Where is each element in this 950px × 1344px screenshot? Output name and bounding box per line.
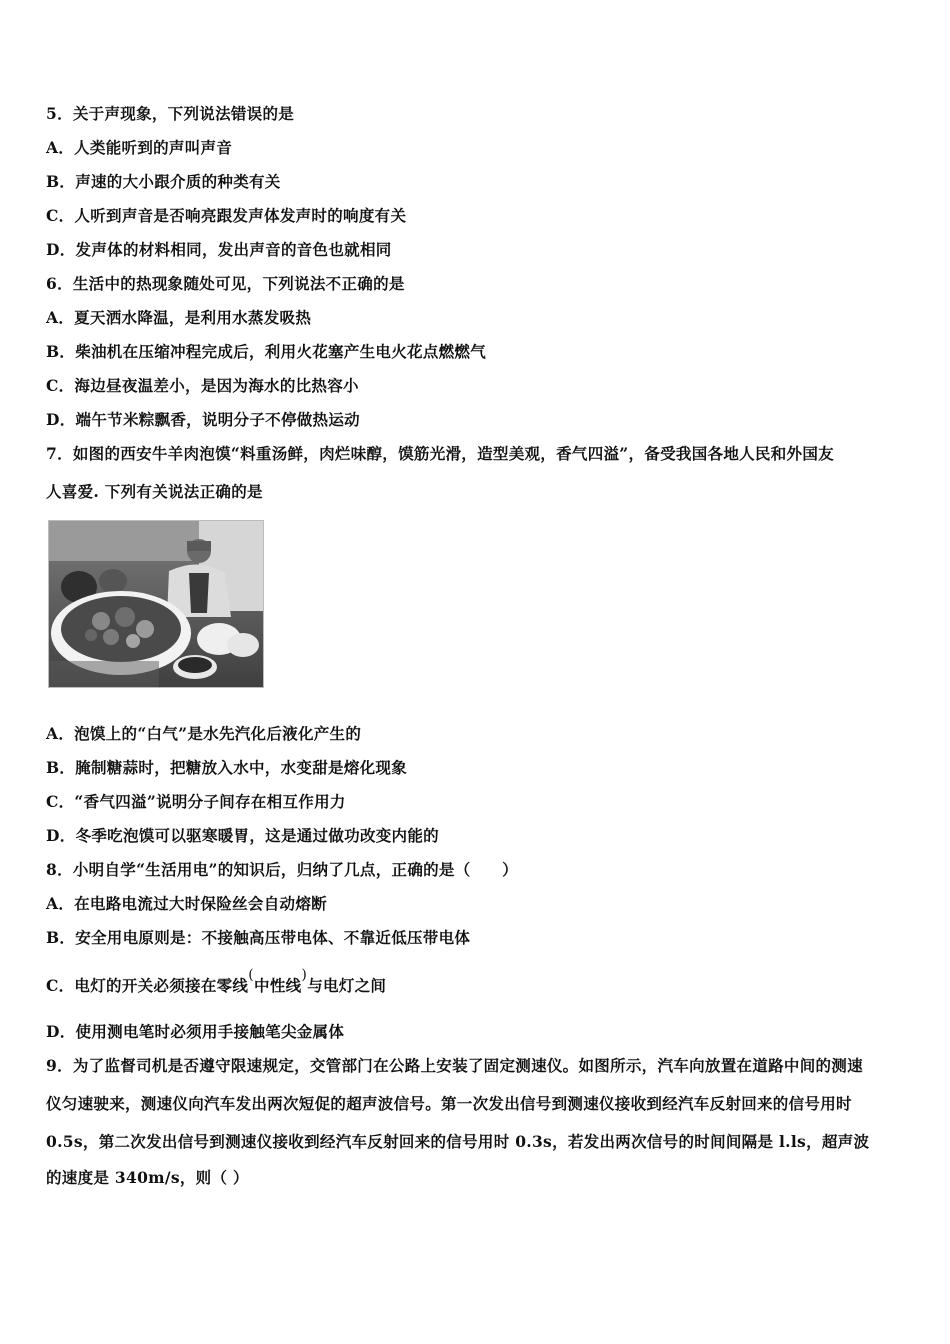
q9-line3: 0.5s，第二次发出信号到测速仪接收到经汽车反射回来的信号用时 0.3s，若发出两次信号的时间间隔是 l.ls，超声波 (46, 1132, 870, 1151)
q8-option-c (46, 967, 387, 996)
q9-line2: 仪匀速驶来，测速仪向汽车发出两次短促的超声波信号。第一次发出信号到测速仪接收到经汽车反射回来的信号用时 (46, 1094, 852, 1113)
q5-option-d: D．发声体的材料相同，发出声音的音色也就相同 (46, 240, 392, 259)
q6-option-b: B．柴油机在压缩冲程完成后，利用火花塞产生电火花点燃燃气 (46, 342, 487, 361)
q7-option-b: B．腌制糖蒜时，把糖放入水中，水变甜是熔化现象 (46, 758, 408, 777)
paomo-photo (48, 520, 264, 688)
q9-line4: 的速度是 340m/s，则（ ） (46, 1168, 249, 1187)
q8-stem: 8．小明自学“生活用电”的知识后，归纳了几点，正确的是（ ） (46, 860, 518, 879)
q7-option-a: A．泡馍上的“白气”是水先汽化后液化产生的 (46, 724, 362, 743)
q8-option-d: D．使用测电笔时必须用手接触笔尖金属体 (46, 1022, 345, 1041)
q8-option-c-lparen: ( (248, 967, 255, 983)
q5-option-a: A．人类能听到的声叫声音 (46, 138, 233, 157)
q8-option-c-post: 与电灯之间 (307, 976, 387, 995)
q6-option-c: C．海边昼夜温差小，是因为海水的比热容小 (46, 376, 359, 395)
q7-option-c: C．“香气四溢”说明分子间存在相互作用力 (46, 792, 346, 811)
q5-option-c: C．人听到声音是否响亮跟发声体发声时的响度有关 (46, 206, 407, 225)
q5-stem: 5．关于声现象，下列说法错误的是 (46, 104, 295, 123)
q5-option-b: B．声速的大小跟介质的种类有关 (46, 172, 281, 191)
q7-stem-line2: 人喜爱. 下列有关说法正确的是 (46, 482, 263, 501)
q8-option-b: B．安全用电原则是：不接触高压带电体、不靠近低压带电体 (46, 928, 471, 947)
q6-option-d: D．端午节米粽飘香，说明分子不停做热运动 (46, 410, 360, 429)
q6-stem: 6．生活中的热现象随处可见，下列说法不正确的是 (46, 274, 405, 293)
q7-option-d: D．冬季吃泡馍可以驱寒暖胃，这是通过做功改变内能的 (46, 826, 439, 845)
q7-stem-line1: 7．如图的西安牛羊肉泡馍“料重汤鲜，肉烂味醇，馍筋光滑，造型美观，香气四溢”，备受我国各地人民和外国友 (46, 444, 834, 463)
q6-option-a: A．夏天洒水降温，是利用水蒸发吸热 (46, 308, 312, 327)
q8-option-c-rparen: ) (301, 967, 308, 983)
q8-option-c-mid: 中性线 (254, 976, 302, 995)
q8-option-c-pre: C．电灯的开关必须接在零线 (46, 976, 249, 995)
q9-line1: 9．为了监督司机是否遵守限速规定，交管部门在公路上安装了固定测速仪。如图所示，汽车向放置在道路中间的测速 (46, 1056, 863, 1075)
q8-option-a: A．在电路电流过大时保险丝会自动熔断 (46, 894, 327, 913)
